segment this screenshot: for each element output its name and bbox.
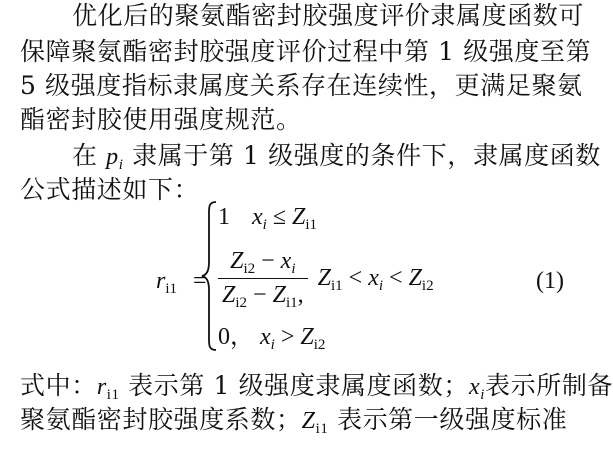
left-brace — [200, 200, 218, 352]
text-line: 公式描述如下： — [20, 175, 200, 204]
equation-block — [0, 196, 600, 356]
text-segment: 表示所制备 — [485, 371, 613, 400]
text-line: 5 级强度指标隶属度关系存在连续性，更满足聚氨 — [20, 71, 583, 100]
case-condition: $Z_{i1} < x_i < Z_{i2}$ — [317, 265, 434, 294]
fraction-denominator: $Z_{i2} - Z_{i1}$, — [222, 282, 304, 311]
text-line — [20, 371, 613, 403]
case-row-3: 0， $x_i > Z_{i2}$ — [218, 324, 326, 353]
text-line: 酯密封胶使用强度规范。 — [20, 105, 302, 134]
case-row-2 — [218, 248, 434, 309]
equation-number: (1) — [536, 268, 564, 294]
text-segment: 隶属于第 1 级强度的条件下，隶属度函数 — [123, 141, 601, 170]
text-segment: 在 — [72, 141, 107, 170]
text-segment: 聚氨酯密封胶强度系数； — [20, 405, 302, 434]
case-row-1: 1 $x_i \le Z_{i1}$ — [218, 204, 318, 233]
math-variable: $Z_{i1}$ — [301, 408, 329, 437]
text-segment: 式中： — [20, 371, 97, 400]
text-line: 保障聚氨酯密封胶强度评价过程中第 1 级强度至第 — [20, 37, 592, 66]
text-segment: 表示第 1 级强度隶属度函数； — [119, 371, 469, 400]
fraction — [218, 248, 308, 309]
text-line — [20, 406, 584, 435]
text-segment: 表示第一级强度标准 — [328, 405, 568, 434]
equation-lhs: $r_{i1}$ = — [156, 268, 207, 297]
text-line — [72, 141, 601, 173]
text-line: 优化后的聚氨酯密封胶强度评价隶属度函数可 — [72, 1, 585, 30]
math-variable: $x_i$ — [469, 374, 486, 403]
math-variable: $p_i$ — [106, 144, 124, 173]
math-variable: $r_{i1}$ — [96, 374, 120, 403]
fraction-numerator: $Z_{i2} - x_i$ — [218, 248, 308, 279]
